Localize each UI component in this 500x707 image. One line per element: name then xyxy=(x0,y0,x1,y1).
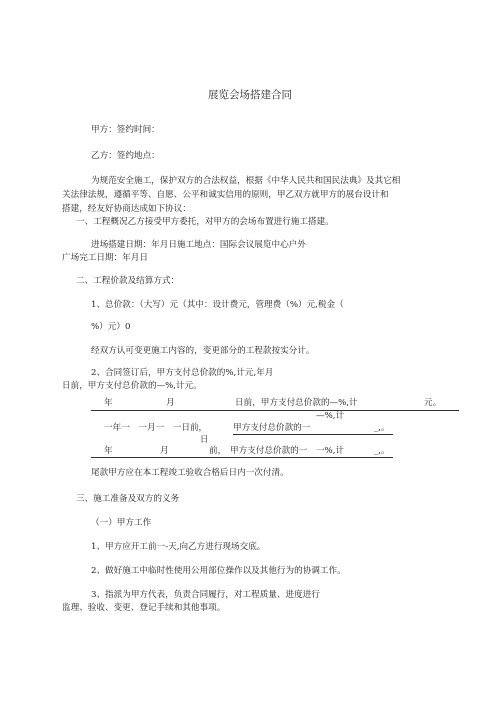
blank-underline xyxy=(91,410,459,411)
section-1-line-1: 进场搭建日期：年月日施工地点：国际会议展览中心户外 xyxy=(91,240,306,250)
total-price-line-2: %）元）0 xyxy=(91,322,131,332)
party-a-duty-3-line-1: 3、指派为甲方代表，负责合同履行，对工程质量、进度进行 xyxy=(91,590,320,600)
preamble-line-1: 为规范安全施工，保护双方的合法权益，根据《中华人民共和国民法典》及其它相 xyxy=(91,176,401,186)
party-b-line: 乙方：签约地点： xyxy=(91,151,160,161)
fill3-year: 年 xyxy=(104,446,113,456)
section-3-subheading: （一）甲方工作 xyxy=(91,518,152,528)
party-a-duty-1: 1、甲方应开工前一-天,向乙方进行现场交底。 xyxy=(91,542,266,552)
document-title: 展览会场搭建合同 xyxy=(208,89,292,101)
fill3-tail: _,。 xyxy=(374,446,390,456)
change-confirm-line: 经双方认可变更施工内容的，变更部分的工程款按实分计。 xyxy=(91,346,315,356)
section-1-heading: 一、工程概况乙方接受甲方委托，对甲方的会场布置进行施工搭建。 xyxy=(76,217,334,227)
fill1-yuan: 元。 xyxy=(424,398,442,408)
final-payment-line: 尾款甲方应在本工程竣工验收合格后日内一次付清。 xyxy=(91,468,289,478)
section-1-line-2: 广场完工日期：年月日 xyxy=(62,253,148,263)
fill1-text: 日前，甲方支付总价款的—%,计 xyxy=(235,398,358,408)
total-price-line-1: 1、总价款：（大写）元（其中：设计费元，管理费（%）元,税金（ xyxy=(91,300,344,310)
preamble-line-2: 关法律法规，遵循平等、自愿、公平和诚实信用的原则，甲乙双方就甲方的展台设计和 xyxy=(62,190,389,200)
blank-underline xyxy=(233,434,393,435)
fill3-before: 前， xyxy=(209,446,227,456)
fill2-date: 一年一 一月一 一日前， xyxy=(104,423,208,433)
section-2-heading: 二、工程价款及结算方式： xyxy=(76,276,180,286)
fill1-month: 月 xyxy=(166,398,175,408)
fill2-text: 甲方支付总价款的一 xyxy=(233,423,311,433)
payment-line-2: 日前，甲方支付总价款的—%,计元。 xyxy=(62,381,202,391)
fill3-day: 日 xyxy=(200,435,209,445)
fill2-percent: —%,计 xyxy=(316,411,345,421)
party-a-line: 甲方：签约时间： xyxy=(91,125,160,135)
section-3-heading: 三、施工准备及双方的义务 xyxy=(76,494,180,504)
payment-line-1: 2、合同签订后，甲方支付总价款的%,计元,年月 xyxy=(91,368,274,378)
fill3-text: 甲方支付总价款的一 一%,计 xyxy=(230,446,345,456)
preamble-line-3: 搭建，经友好协商达成如下协议： xyxy=(62,204,191,214)
blank-underline xyxy=(91,457,393,458)
party-a-duty-2: 2、做好施工中临时性使用公用部位操作以及其他行为的协调工作。 xyxy=(91,566,346,576)
fill3-month: 月 xyxy=(160,446,169,456)
fill2-tail: _,。 xyxy=(374,423,390,433)
fill1-year: 年 xyxy=(104,398,113,408)
party-a-duty-3-line-2: 监理、验收、变更、登记手续和其他事项。 xyxy=(62,603,226,613)
